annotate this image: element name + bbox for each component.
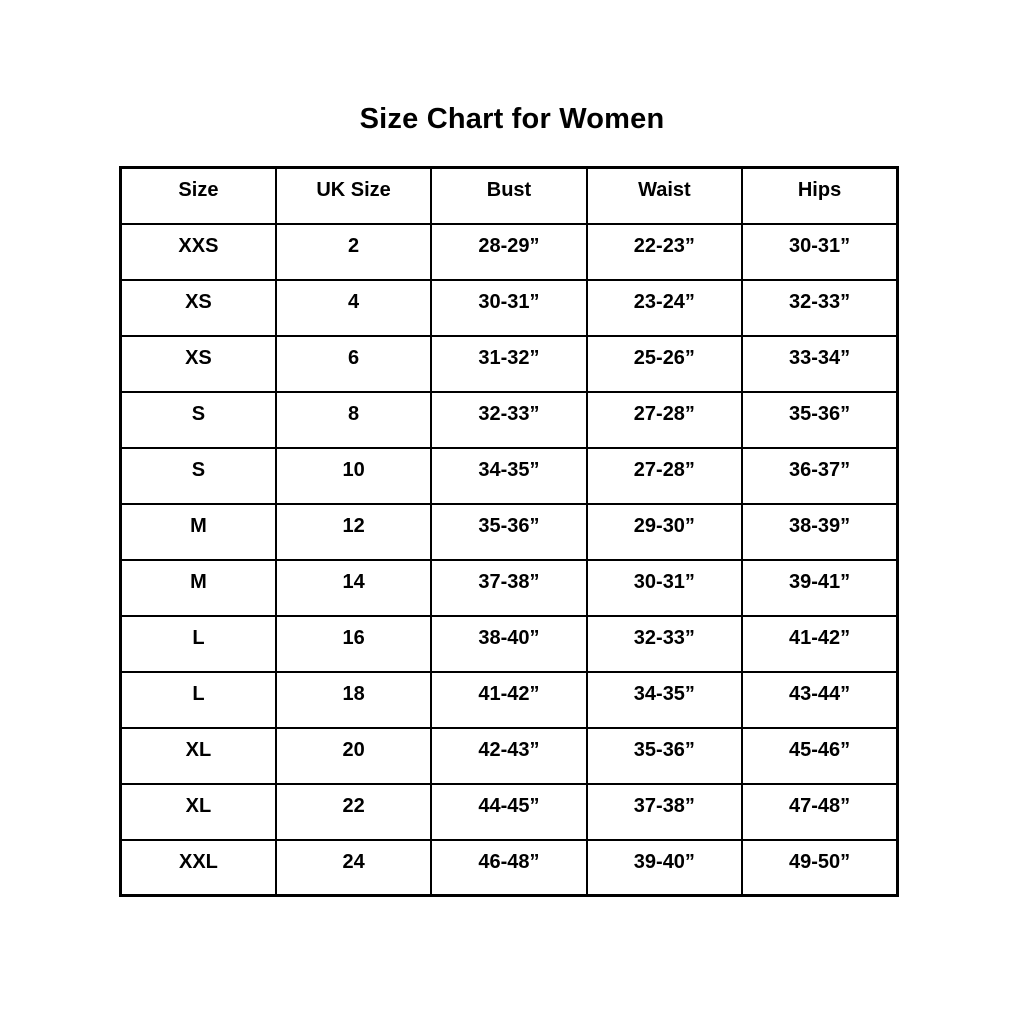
table-cell: 14 bbox=[276, 560, 431, 616]
table-body bbox=[121, 224, 898, 896]
table-cell: 33-34” bbox=[742, 336, 897, 392]
table-cell: 12 bbox=[276, 504, 431, 560]
table-row bbox=[121, 672, 898, 728]
table-cell: 35-36” bbox=[742, 392, 897, 448]
table-cell: 2 bbox=[276, 224, 431, 280]
table-row bbox=[121, 392, 898, 448]
table-cell: XXL bbox=[121, 840, 276, 896]
table-cell: 4 bbox=[276, 280, 431, 336]
page-title: Size Chart for Women bbox=[359, 103, 665, 135]
table-cell: 37-38” bbox=[431, 560, 586, 616]
table-cell: 44-45” bbox=[431, 784, 586, 840]
table-cell: 41-42” bbox=[431, 672, 586, 728]
table-cell: 47-48” bbox=[742, 784, 897, 840]
table-row bbox=[121, 448, 898, 504]
table-cell: 32-33” bbox=[587, 616, 742, 672]
table-row bbox=[121, 784, 898, 840]
table-cell: XS bbox=[121, 280, 276, 336]
table-cell: 27-28” bbox=[587, 392, 742, 448]
table-row bbox=[121, 728, 898, 784]
table-cell: 20 bbox=[276, 728, 431, 784]
table-cell: 34-35” bbox=[431, 448, 586, 504]
table-cell: 24 bbox=[276, 840, 431, 896]
size-chart-table bbox=[119, 166, 899, 897]
table-cell: 39-41” bbox=[742, 560, 897, 616]
column-header-bust: Bust bbox=[431, 168, 586, 224]
table-cell: 38-40” bbox=[431, 616, 586, 672]
table-cell: 35-36” bbox=[587, 728, 742, 784]
table-cell: 42-43” bbox=[431, 728, 586, 784]
table-cell: 16 bbox=[276, 616, 431, 672]
table-cell: 31-32” bbox=[431, 336, 586, 392]
table-cell: 29-30” bbox=[587, 504, 742, 560]
table-cell: L bbox=[121, 672, 276, 728]
table-cell: 46-48” bbox=[431, 840, 586, 896]
column-header-waist: Waist bbox=[587, 168, 742, 224]
table-cell: 10 bbox=[276, 448, 431, 504]
table-cell: 49-50” bbox=[742, 840, 897, 896]
table-row bbox=[121, 560, 898, 616]
table-cell: 39-40” bbox=[587, 840, 742, 896]
table-cell: 38-39” bbox=[742, 504, 897, 560]
table-cell: 27-28” bbox=[587, 448, 742, 504]
table-cell: S bbox=[121, 392, 276, 448]
table-row bbox=[121, 224, 898, 280]
table-cell: 36-37” bbox=[742, 448, 897, 504]
table-cell: 28-29” bbox=[431, 224, 586, 280]
table-cell: 22-23” bbox=[587, 224, 742, 280]
table-row bbox=[121, 280, 898, 336]
table-cell: XS bbox=[121, 336, 276, 392]
table-row bbox=[121, 336, 898, 392]
column-header-size: Size bbox=[121, 168, 276, 224]
column-header-uk-size: UK Size bbox=[276, 168, 431, 224]
table-cell: 6 bbox=[276, 336, 431, 392]
table-cell: 22 bbox=[276, 784, 431, 840]
table-cell: 45-46” bbox=[742, 728, 897, 784]
table-cell: 34-35” bbox=[587, 672, 742, 728]
table-cell: 43-44” bbox=[742, 672, 897, 728]
table-row bbox=[121, 504, 898, 560]
table-cell: 25-26” bbox=[587, 336, 742, 392]
table-cell: 18 bbox=[276, 672, 431, 728]
table-cell: XL bbox=[121, 784, 276, 840]
table-cell: 41-42” bbox=[742, 616, 897, 672]
table-cell: M bbox=[121, 504, 276, 560]
column-header-hips: Hips bbox=[742, 168, 897, 224]
table-cell: L bbox=[121, 616, 276, 672]
table-cell: 30-31” bbox=[587, 560, 742, 616]
table-row bbox=[121, 616, 898, 672]
table-cell: 30-31” bbox=[742, 224, 897, 280]
table-cell: XL bbox=[121, 728, 276, 784]
table-cell: XXS bbox=[121, 224, 276, 280]
table-cell: S bbox=[121, 448, 276, 504]
table-cell: 8 bbox=[276, 392, 431, 448]
table-header bbox=[121, 168, 898, 224]
table-cell: 32-33” bbox=[742, 280, 897, 336]
table-header-row bbox=[121, 168, 898, 224]
table-cell: 23-24” bbox=[587, 280, 742, 336]
table-row bbox=[121, 840, 898, 896]
table-cell: M bbox=[121, 560, 276, 616]
table-cell: 35-36” bbox=[431, 504, 586, 560]
table-cell: 32-33” bbox=[431, 392, 586, 448]
table-cell: 30-31” bbox=[431, 280, 586, 336]
table-cell: 37-38” bbox=[587, 784, 742, 840]
